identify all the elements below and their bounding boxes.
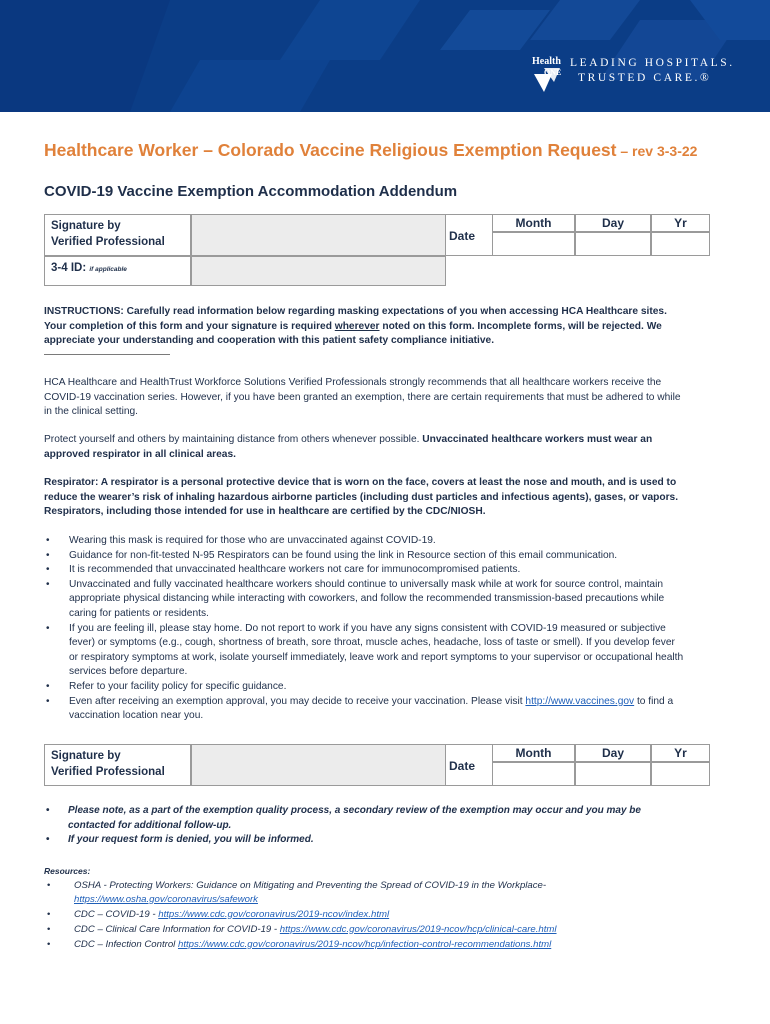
month-header: Month xyxy=(492,214,575,232)
resource-item xyxy=(44,879,694,906)
signature-field[interactable] xyxy=(191,744,446,786)
date-label: Date xyxy=(446,214,492,256)
body-paragraph-2-bold: Unvaccinated healthcare workers must wear an approved respirator in all clinical areas. xyxy=(44,434,653,460)
date-label: Date xyxy=(446,744,492,786)
signature-table-1 xyxy=(44,214,710,286)
signature-label-line-1: Signature by xyxy=(51,220,121,232)
year-field[interactable] xyxy=(651,762,710,786)
instructions xyxy=(44,305,684,349)
signature-table-2 xyxy=(44,744,710,786)
list-item: • Unvaccinated and fully vaccinated healthcare workers should continue to universally mask while at work for source control, maintain appropriate physical distancing while interacting with coworkers, and follow the recommended transmission-based precautions while caring for patients or residents. xyxy=(44,578,684,622)
vaccine-text-after: to find a vaccination location near you. xyxy=(69,695,674,722)
resource-link[interactable]: https://www.cdc.gov/coronavirus/2019-ncov/index.html xyxy=(158,908,390,920)
resource-item xyxy=(44,908,694,922)
signature-label-line-1: Signature by xyxy=(51,750,121,762)
page-title xyxy=(44,140,697,161)
body-paragraph-2-text: Protect yourself and others by maintaining distance from others whenever possible. xyxy=(44,434,423,445)
list-item: • Guidance for non-fit-tested N-95 Respirators can be found using the link in Resource section of this email communication. xyxy=(44,549,684,564)
id-label-note: if applicable xyxy=(89,266,127,273)
resource-text: OSHA - Protecting Workers: Guidance on Mitigating and Preventing the Spread of COVID-19 in the Workplace- xyxy=(74,880,547,891)
page-title-revision: – rev 3-3-22 xyxy=(616,143,698,159)
instructions-part-2: noted on this form. Incomplete forms, will be rejected. We appreciate your understanding and cooperation with this patient safety compliance initiative. xyxy=(44,320,662,347)
month-header: Month xyxy=(492,744,575,762)
month-field[interactable] xyxy=(492,232,575,256)
healthone-logo xyxy=(530,54,735,92)
resources-title: Resources: xyxy=(44,866,91,876)
divider-rule xyxy=(44,354,170,355)
day-field[interactable] xyxy=(575,762,651,786)
list-item: • It is recommended that unvaccinated healthcare workers not care for immunocompromised patients. xyxy=(44,563,684,578)
id-label xyxy=(44,256,191,286)
resource-link[interactable]: https://www.cdc.gov/coronavirus/2019-ncov/hcp/clinical-care.html xyxy=(279,923,557,935)
resource-link[interactable]: https://www.cdc.gov/coronavirus/2019-ncov/hcp/infection-control-recommendations.html xyxy=(177,938,552,950)
notes-list xyxy=(44,804,684,848)
note-item: • Please note, as a part of the exemption quality process, a secondary review of the exemption may occur and you may be contacted for additional follow-up. xyxy=(44,804,684,833)
logo-one-text: ONE xyxy=(544,68,562,77)
year-header: Yr xyxy=(651,744,710,762)
month-field[interactable] xyxy=(492,762,575,786)
signature-label xyxy=(44,744,191,786)
requirements-list xyxy=(44,534,684,724)
page-subtitle: COVID-19 Vaccine Exemption Accommodation Addendum xyxy=(44,183,458,200)
instructions-wherever: wherever xyxy=(334,320,380,332)
signature-label-line-2: Verified Professional xyxy=(51,766,165,778)
list-item: • If you are feeling ill, please stay home. Do not report to work if you have any signs consistent with COVID-19 measured or subjective fever) or symptoms (e.g., cough, shortness of breath, sore throat, muscle aches, headache, loss of taste or smell). If you develop fever or respiratory symptoms at work, isolate yourself immediately, leave work and report symptoms to your supervisor or occupational health services before departure. xyxy=(44,622,684,680)
resource-item xyxy=(44,938,694,952)
resource-item xyxy=(44,923,694,937)
year-header: Yr xyxy=(651,214,710,232)
resource-text: CDC – Clinical Care Information for COVID-19 - xyxy=(74,923,280,935)
year-field[interactable] xyxy=(651,232,710,256)
id-field[interactable] xyxy=(191,256,446,286)
resource-text: CDC – Infection Control xyxy=(74,938,178,950)
list-item xyxy=(44,695,684,724)
header-banner xyxy=(0,0,770,112)
respirator-paragraph: Respirator: A respirator is a personal protective device that is worn on the face, covers at least the nose and mouth, and is used to reduce the wearer’s risk of inhaling hazardous airborne particles (including dust particles and infectious agents), gases, or vapors. Respirators, including those intended for use in healthcare are certified by the CDC/NIOSH. xyxy=(44,477,679,518)
day-header: Day xyxy=(575,744,651,762)
body-paragraph-1: HCA Healthcare and HealthTrust Workforce Solutions Verified Professionals strongly recommends that all healthcare workers receive the COVID-19 vaccination series. However, if you have been granted an exemption, there are certain requirements that must be adhered to while in the clinical setting. xyxy=(44,377,681,418)
logo-tagline-1: LEADING HOSPITALS. xyxy=(570,57,735,69)
instructions-part-1: INSTRUCTIONS: Carefully read information below regarding masking expectations of you when accessing HCA Healthcare sites. Your completion of this form and your signature is required xyxy=(44,306,667,332)
page-title-main: Healthcare Worker – Colorado Vaccine Religious Exemption Request xyxy=(44,140,617,160)
signature-field[interactable] xyxy=(191,214,446,256)
resource-text: CDC – COVID-19 - xyxy=(74,908,159,920)
logo-tagline-2: TRUSTED CARE.® xyxy=(578,72,712,84)
day-field[interactable] xyxy=(575,232,651,256)
signature-label xyxy=(44,214,191,256)
signature-label-line-2: Verified Professional xyxy=(51,236,165,248)
note-item: • If your request form is denied, you will be informed. xyxy=(44,833,684,848)
list-item: • Refer to your facility policy for specific guidance. xyxy=(44,680,684,695)
id-label-text: 3-4 ID: xyxy=(51,262,87,274)
resource-link[interactable]: https://www.osha.gov/coronavirus/safework xyxy=(74,893,258,905)
body-paragraph-2 xyxy=(44,433,684,462)
list-item: • Wearing this mask is required for those who are unvaccinated against COVID-19. xyxy=(44,534,684,549)
vaccines-gov-link[interactable]: http://www.vaccines.gov xyxy=(525,695,635,707)
day-header: Day xyxy=(575,214,651,232)
logo-health-text: Health xyxy=(532,56,561,67)
resources-list xyxy=(44,879,694,953)
vaccine-text-before: Even after receiving an exemption approval, you may decide to receive your vaccination. Please visit xyxy=(69,695,526,707)
